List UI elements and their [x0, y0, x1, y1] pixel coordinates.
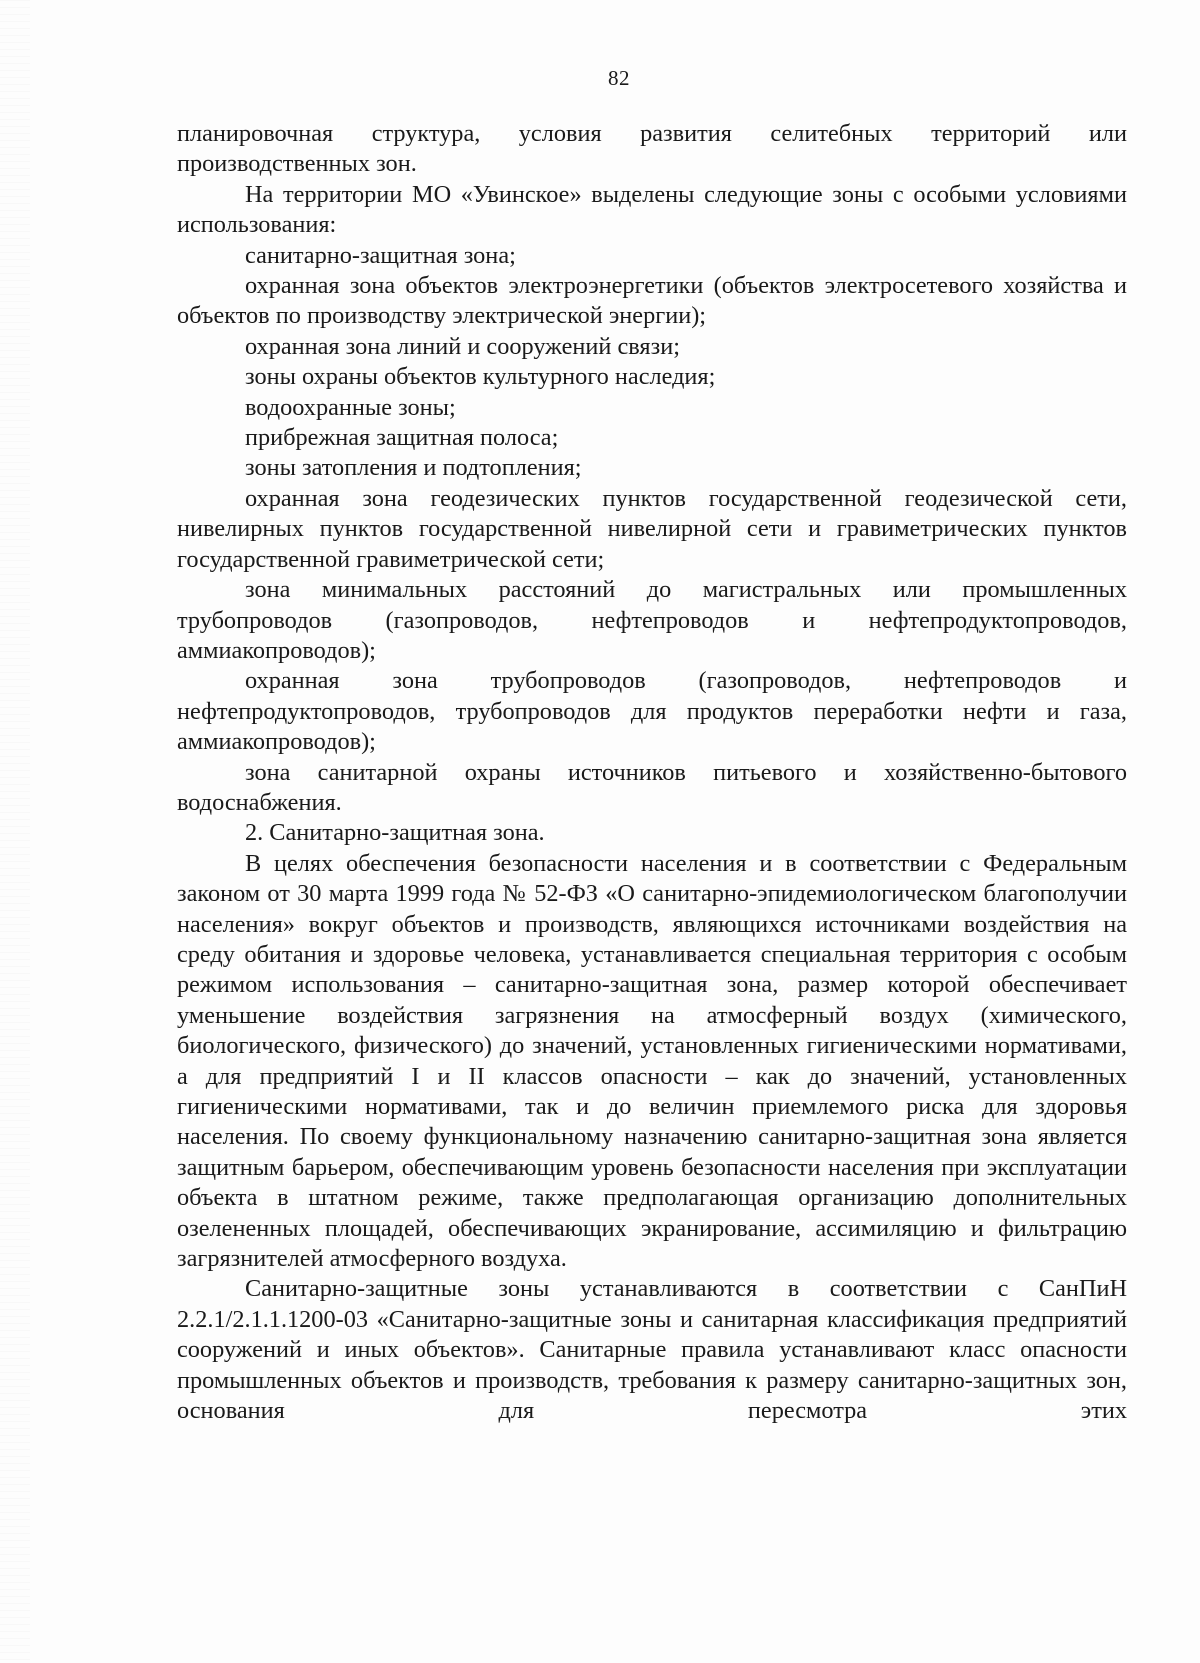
section-heading: 2. Санитарно-защитная зона.: [245, 819, 545, 847]
paragraph-zones-intro: На территории МО «Увинское» выделены следующие зоны с особыми условиями использования:: [177, 180, 1127, 239]
paragraph-sanitary-zone: В целях обеспечения безопасности населения и в соответствии с Федеральным законом от 30 марта 1999 года № 52-ФЗ «О санитарно-эпидемиологическом благополучии населения» вокруг объектов и производств, являющихся источниками воздействия на среду обитания и здоровье человека, устанавливается специальная территория с особым режимом использования – санитарно-защитная зона, размер которой обеспечивает уменьшение воздействия загрязнения на атмосферный воздух (химического, биологического, физического) до значений, установленных гигиеническими нормативами, а для предприятий I и II классов опасности – как до значений, установленных гигиеническими нормативами, так и до величин приемлемого риска для здоровья населения. По своему функциональному назначению санитарно-защитная зона является защитным барьером, обеспечивающим уровень безопасности населения при эксплуатации объекта в штатном режиме, также предполагающая организацию дополнительных озелененных площадей, обеспечивающих экранирование, ассимиляцию и фильтрацию загрязнителей атмосферного воздуха.: [177, 849, 1127, 1273]
list-item: охранная зона объектов электроэнергетики (объектов электросетевого хозяйства и объектов по производству электрической энергии);: [177, 272, 1127, 330]
list-item: санитарно-защитная зона;: [245, 241, 516, 269]
list-item: прибрежная защитная полоса;: [245, 424, 559, 452]
paragraph-sanpin: Санитарно-защитные зоны устанавливаются в соответствии с СанПиН 2.2.1/2.1.1.1200-03 «Санитарно-защитные зоны и санитарная классификация предприятий сооружений и иных объектов». Санитарные правила устанавливают класс опасности промышленных объектов и производств, требования к размеру санитарно-защитных зон, основания для пересмотра этих: [177, 1275, 1127, 1425]
list-item: охранная зона геодезических пунктов государственной геодезической сети, нивелирных пунктов государственной нивелирной сети и гравиметрических пунктов государственной гравиметрической сети;: [177, 484, 1127, 573]
body-text: [177, 119, 1127, 1426]
list-item: водоохранные зоны;: [245, 393, 456, 421]
scan-margin-noise: [0, 0, 30, 1663]
list-item: зона минимальных расстояний до магистральных или промышленных трубопроводов (газопроводов, нефтепроводов и нефтепродуктопроводов, аммиакопроводов);: [177, 576, 1127, 664]
list-item: зоны затопления и подтопления;: [245, 454, 582, 482]
list-item: зоны охраны объектов культурного наследия;: [245, 363, 716, 391]
list-item: охранная зона трубопроводов (газопроводов, нефтепроводов и нефтепродуктопроводов, трубопроводов для продуктов переработки нефти и газа, аммиакопроводов);: [177, 667, 1127, 756]
paragraph-continuation: планировочная структура, условия развития селитебных территорий или производственных зон.: [177, 120, 1127, 178]
list-item: зона санитарной охраны источников питьевого и хозяйственно-бытового водоснабжения.: [177, 758, 1127, 816]
page-number: 82: [608, 66, 630, 90]
list-item: охранная зона линий и сооружений связи;: [245, 332, 680, 360]
